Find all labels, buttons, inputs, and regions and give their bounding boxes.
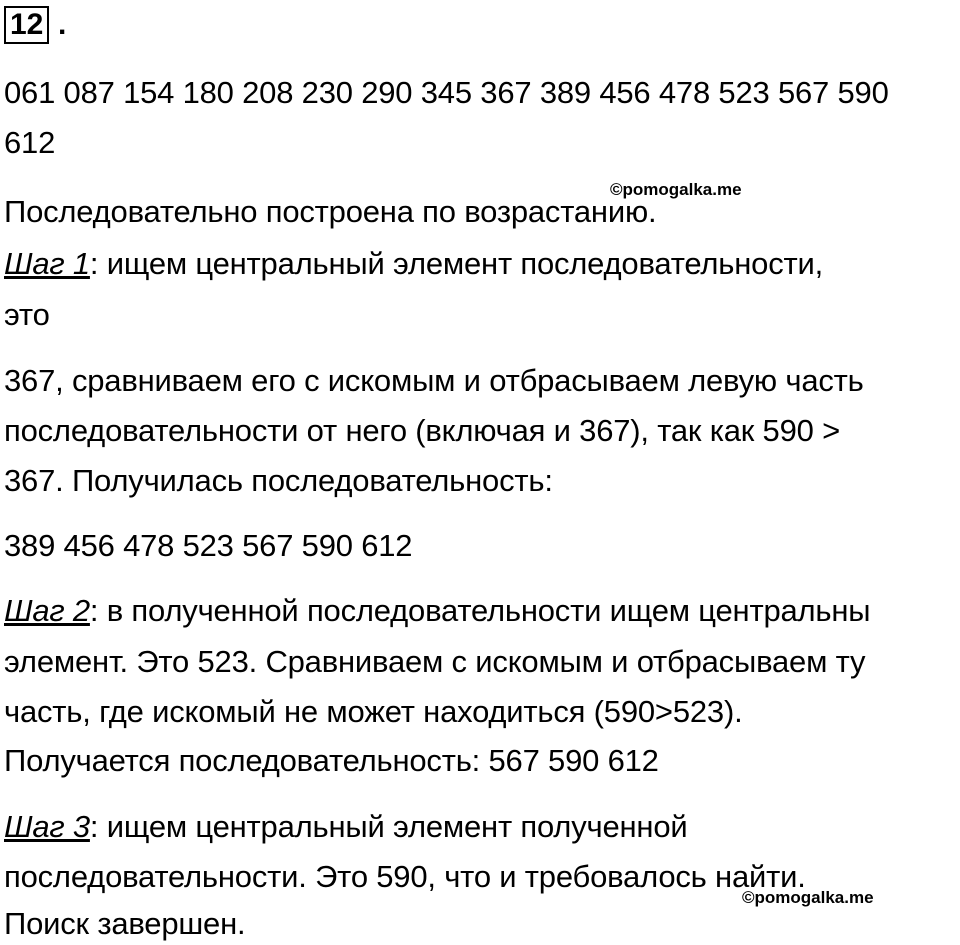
step1-result: 389 456 478 523 567 590 612 [4,528,413,563]
sorted-note: Последовательно построена по возрастанию. [4,194,657,229]
step3-line1 [4,808,687,846]
step3-line2: последовательности. Это 590, что и требовалось найти. [4,859,806,894]
step1-text1: : ищем центральный элемент последовательности, [89,246,824,281]
step2-line1 [4,592,870,630]
step3-text1: : ищем центральный элемент полученной [89,809,688,844]
step2-line4: Получается последовательность: 567 590 612 [4,743,659,778]
sequence-line-2: 612 [4,125,56,160]
step2-label: Шаг 2 [4,593,90,628]
sequence-line-1: 061 087 154 180 208 230 290 345 367 389 456 478 523 567 590 [4,75,889,110]
watermark-bottom: ©pomogalka.me [742,888,874,907]
step3-line3: Поиск завершен. [4,906,246,941]
step3-label: Шаг 3 [4,809,90,844]
task-number-dot: . [58,8,67,41]
step1-line1 [4,245,823,283]
step2-line2: элемент. Это 523. Сравниваем с искомым и отбрасываем ту [4,644,866,679]
step1-line4: последовательности от него (включая и 367), так как 590 > [4,413,840,448]
step1-line2: это [4,297,50,332]
step1-label: Шаг 1 [4,246,90,281]
task-number-box: 12 [4,6,49,44]
step2-line3: часть, где искомый не может находиться (590>523). [4,694,743,729]
step2-text1: : в полученной последовательности ищем центральны [89,593,871,628]
step1-line3: 367, сравниваем его с искомым и отбрасываем левую часть [4,363,864,398]
watermark-top: ©pomogalka.me [610,180,742,199]
step1-line5: 367. Получилась последовательность: [4,463,553,498]
